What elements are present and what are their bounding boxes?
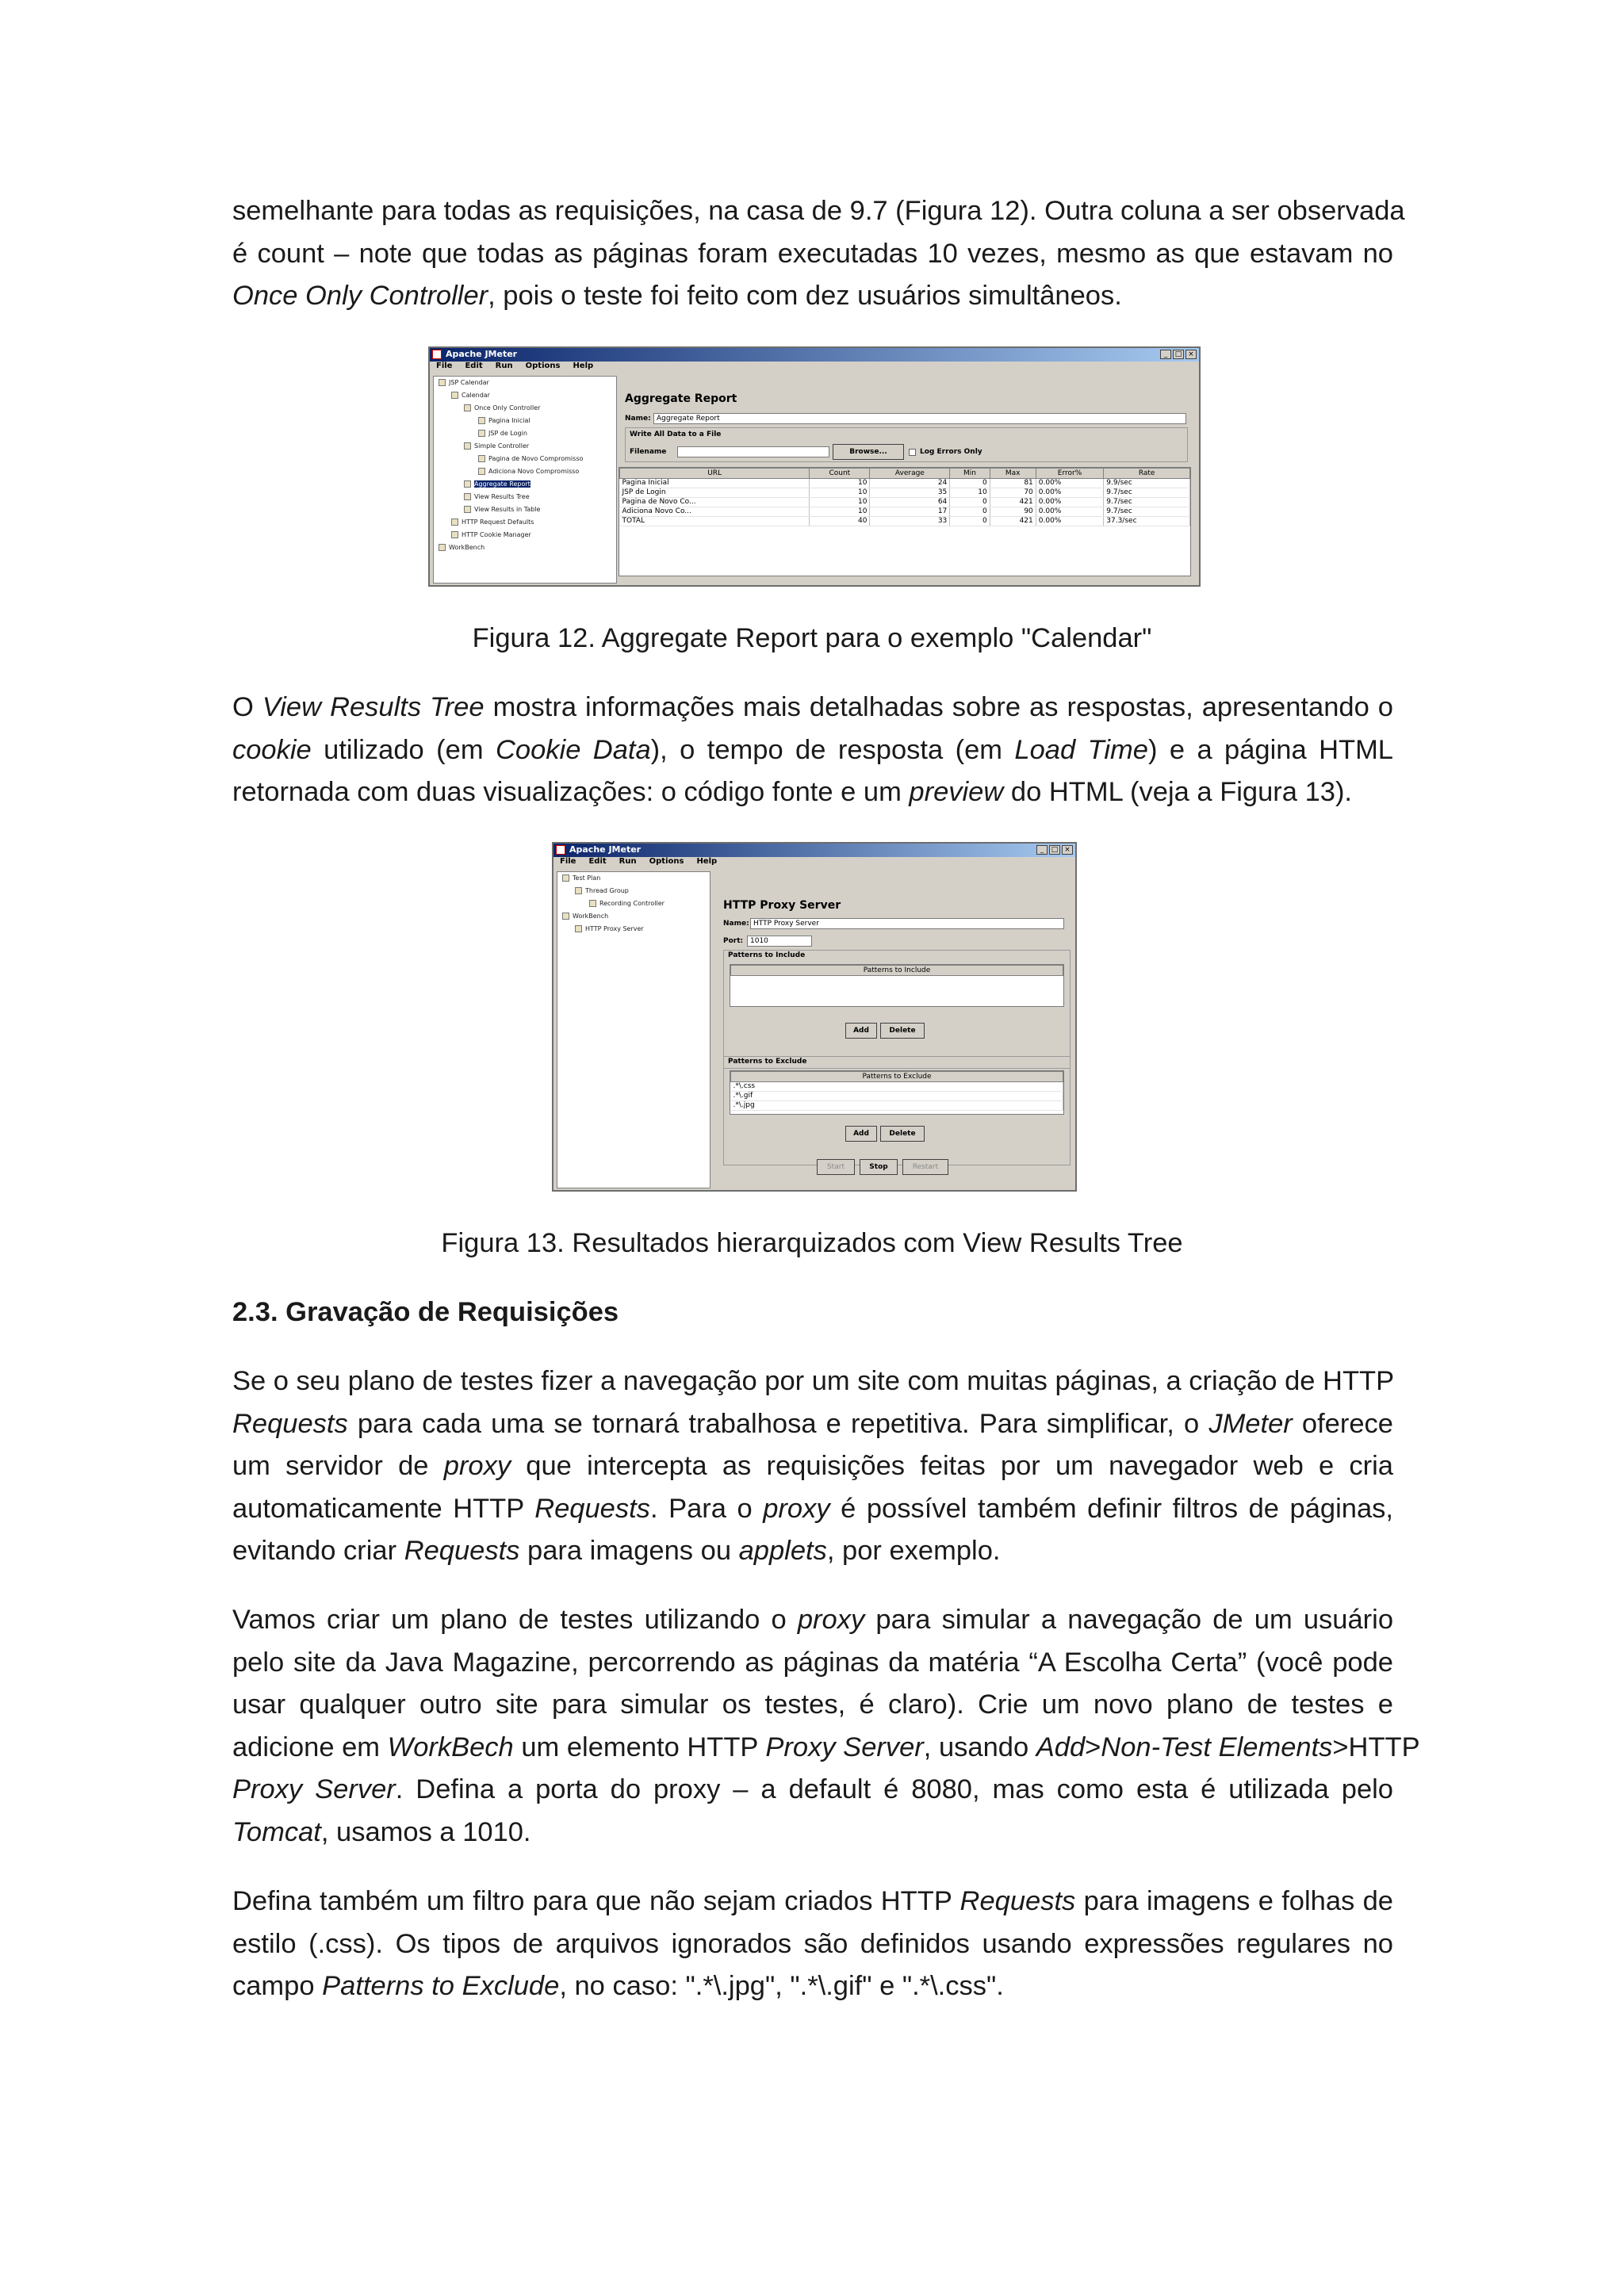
tree-item[interactable]: Adiciona Novo Compromisso (478, 468, 579, 475)
column-header[interactable]: Average (870, 469, 950, 479)
cell: 40 (810, 517, 870, 526)
cell: 10 (810, 488, 870, 498)
tree-item[interactable]: WorkBench (562, 913, 608, 920)
tree-item[interactable]: HTTP Proxy Server (575, 925, 644, 932)
menu-bar (430, 362, 1199, 374)
menu-edit[interactable]: Edit (588, 857, 607, 866)
app-icon (432, 350, 442, 359)
name-field[interactable]: HTTP Proxy Server (750, 918, 1064, 929)
window-controls (1036, 845, 1073, 855)
cell: 10 (810, 498, 870, 507)
table-row[interactable] (620, 488, 1190, 498)
text-line: Tomcat, usamos a 1010. (232, 1816, 531, 1847)
cell: 24 (870, 479, 950, 488)
tree-item[interactable]: Calendar (451, 392, 490, 399)
cell: 0 (950, 479, 990, 488)
controller-icon (464, 442, 471, 450)
exclude-group-label: Patterns to Exclude (728, 1058, 807, 1066)
text-line: Proxy Server. Defina a porta do proxy – a default é 8080, mas como esta é utilizada pelo (232, 1774, 1393, 1804)
delete-button[interactable]: Delete (880, 1126, 925, 1142)
text-line: pelo site da Java Magazine, percorrendo as páginas da matéria “A Escolha Certa” (você pode (232, 1647, 1393, 1678)
restart-button[interactable]: Restart (902, 1159, 948, 1175)
close-icon[interactable]: × (1185, 350, 1197, 359)
cell: 0 (950, 498, 990, 507)
menu-options[interactable]: Options (649, 857, 684, 866)
column-header[interactable]: URL (620, 469, 810, 479)
tree-item[interactable]: JSP de Login (478, 430, 527, 437)
paragraph-5 (232, 1881, 1393, 2008)
listener-icon (464, 480, 471, 488)
column-header[interactable]: Min (950, 469, 990, 479)
cell: .*\.css (731, 1082, 1063, 1092)
cell: 35 (870, 488, 950, 498)
text-line: Vamos criar um plano de testes utilizando o proxy para simular a navegação de um usuário (232, 1605, 1394, 1635)
app-icon (556, 845, 565, 855)
cell: 17 (870, 507, 950, 517)
text-line: adicione em WorkBech um elemento HTTP Proxy Server, usando Add>Non-Test Elements>HTTP (232, 1732, 1420, 1762)
table-row[interactable] (620, 517, 1190, 526)
cell: 10 (810, 507, 870, 517)
log-errors-label: Log Errors Only (920, 448, 982, 456)
config-icon (451, 519, 458, 526)
minimize-icon[interactable]: _ (1036, 845, 1048, 855)
text-line: O View Results Tree mostra informações mais detalhadas sobre as respostas, apresentando o (232, 692, 1393, 722)
panel-title: HTTP Proxy Server (723, 899, 841, 912)
cell: 10 (950, 488, 990, 498)
cell: 0 (950, 517, 990, 526)
figure-12-jmeter-window (428, 346, 1201, 587)
text-line (232, 275, 1393, 318)
cell: 10 (810, 479, 870, 488)
listener-icon (464, 506, 471, 513)
text-line: Defina também um filtro para que não sejam criados HTTP Requests para imagens e folhas de (232, 1886, 1393, 1916)
figure-13-jmeter-window (552, 842, 1077, 1192)
log-errors-checkbox[interactable] (909, 449, 916, 456)
column-header[interactable]: Error% (1036, 469, 1104, 479)
menu-edit[interactable]: Edit (465, 362, 483, 370)
write-to-file-label: Write All Data to a File (630, 430, 722, 438)
text-line: cookie utilizado (em Cookie Data), o tempo de resposta (em Load Time) e a página HTML (232, 734, 1393, 765)
start-button[interactable]: Start (817, 1159, 855, 1175)
title-bar (430, 348, 1199, 362)
thread-group-icon (575, 887, 582, 894)
panel-title: Aggregate Report (625, 392, 737, 405)
config-icon (451, 531, 458, 538)
cell: 81 (990, 479, 1036, 488)
text-line: Se o seu plano de testes fizer a navegação por um site com muitas páginas, a criação de HTTP (232, 1366, 1395, 1396)
table-row[interactable] (620, 498, 1190, 507)
controller-icon (464, 404, 471, 411)
table-row[interactable] (731, 1082, 1063, 1092)
close-icon[interactable]: × (1062, 845, 1073, 855)
cell: 421 (990, 517, 1036, 526)
tree-item[interactable]: Recording Controller (589, 900, 665, 907)
menu-run[interactable]: Run (495, 362, 513, 370)
cell: Adiciona Novo Co... (620, 507, 810, 517)
paragraph-4 (232, 1599, 1420, 1854)
paragraph-3 (232, 1360, 1393, 1573)
cell: 0.00% (1036, 488, 1104, 498)
include-table (730, 964, 1064, 1007)
column-header: Patterns to Include (731, 966, 1063, 976)
text-line: um servidor de proxy que intercepta as requisições feitas por um navegador web e cria (232, 1451, 1393, 1481)
controller-icon (589, 900, 596, 907)
test-plan-icon (562, 874, 569, 882)
sampler-icon (478, 430, 485, 437)
cell: 9.7/sec (1104, 488, 1190, 498)
cell: JSP de Login (620, 488, 810, 498)
minimize-icon[interactable]: _ (1160, 350, 1171, 359)
text-line: Requests para cada uma se tornará trabalhosa e repetitiva. Para simplificar, o JMeter oferece (232, 1408, 1393, 1439)
window-title: Apache JMeter (446, 349, 518, 359)
browse-button[interactable]: Browse... (833, 444, 904, 460)
proxy-icon (575, 925, 582, 932)
table-row[interactable] (620, 507, 1190, 517)
filename-label: Filename (630, 448, 667, 456)
paragraph-1 (232, 190, 1405, 318)
port-label: Port: (723, 937, 744, 945)
listener-icon (464, 493, 471, 500)
aggregate-table (619, 467, 1191, 576)
cell: 9.9/sec (1104, 479, 1190, 488)
name-label: Name: (625, 415, 651, 423)
add-button[interactable]: Add (845, 1023, 877, 1039)
menu-bar (553, 857, 1075, 870)
cell: .*\.jpg (731, 1101, 1063, 1111)
exclude-table (730, 1070, 1064, 1115)
menu-file[interactable]: File (436, 362, 453, 370)
workbench-icon (562, 913, 569, 920)
tree-item-selected[interactable]: Aggregate Report (464, 480, 530, 488)
cell: 9.7/sec (1104, 507, 1190, 517)
column-header[interactable]: Rate (1104, 469, 1190, 479)
column-header[interactable]: Count (810, 469, 870, 479)
column-header[interactable]: Max (990, 469, 1036, 479)
cell: 0.00% (1036, 517, 1104, 526)
figure-13-caption: Figura 13. Resultados hierarquizados com View Results Tree (441, 1228, 1183, 1258)
cell: 0.00% (1036, 498, 1104, 507)
window-title: Apache JMeter (569, 844, 642, 855)
add-button[interactable]: Add (845, 1126, 877, 1142)
cell: TOTAL (620, 517, 810, 526)
text-line: campo Patterns to Exclude, no caso: ".*\.jpg", ".*\.gif" e ".*\.css". (232, 1971, 1004, 2001)
cell: 33 (870, 517, 950, 526)
stop-button[interactable]: Stop (860, 1159, 898, 1175)
title-bar (553, 844, 1075, 857)
table-row[interactable] (731, 1092, 1063, 1101)
name-field[interactable]: Aggregate Report (653, 413, 1186, 424)
sampler-icon (478, 417, 485, 424)
text-line: é count – note que todas as páginas foram executadas 10 vezes, mesmo as que estavam no (232, 238, 1393, 269)
maximize-icon[interactable]: □ (1049, 845, 1060, 855)
text-line: usar qualquer outro site para simular os testes, é claro). Crie um novo plano de testes e (232, 1689, 1393, 1720)
figure-12-caption: Figura 12. Aggregate Report para o exemplo "Calendar" (472, 623, 1152, 653)
table-row[interactable] (620, 479, 1190, 488)
italic-text: Once Only Controller (232, 281, 488, 311)
test-tree (433, 376, 617, 584)
menu-help[interactable]: Help (573, 362, 594, 370)
cell: 70 (990, 488, 1036, 498)
cell: 0 (950, 507, 990, 517)
text: , pois o teste foi feito com dez usuários simultâneos. (488, 281, 1122, 311)
menu-help[interactable]: Help (696, 857, 718, 866)
tree-item[interactable]: Once Only Controller (464, 404, 540, 411)
include-group-label: Patterns to Include (728, 951, 806, 959)
cell: .*\.gif (731, 1092, 1063, 1101)
workbench-icon (439, 544, 446, 551)
cell: Pagina de Novo Co... (620, 498, 810, 507)
tree-item[interactable]: View Results Tree (464, 493, 530, 500)
tree-item[interactable]: Pagina Inicial (478, 417, 530, 424)
section-heading: 2.3. Gravação de Requisições (232, 1297, 619, 1327)
tree-item[interactable]: HTTP Request Defaults (451, 519, 534, 526)
tree-item[interactable]: JSP Calendar (439, 379, 489, 386)
menu-options[interactable]: Options (525, 362, 561, 370)
window-controls (1160, 350, 1197, 359)
tree-item[interactable]: HTTP Cookie Manager (451, 531, 531, 538)
thread-group-icon (451, 392, 458, 399)
column-header: Patterns to Exclude (731, 1072, 1063, 1082)
cell: 0.00% (1036, 507, 1104, 517)
name-label: Name: (723, 920, 749, 928)
cell: 37.3/sec (1104, 517, 1190, 526)
text-line: automaticamente HTTP Requests. Para o proxy é possível também definir filtros de páginas, (232, 1493, 1393, 1524)
maximize-icon[interactable]: □ (1173, 350, 1184, 359)
test-tree (557, 871, 710, 1188)
text-line: semelhante para todas as requisições, na casa de 9.7 (Figura 12). Outra coluna a ser observada (232, 196, 1405, 226)
tree-item[interactable]: Thread Group (575, 887, 629, 894)
cell: Pagina Inicial (620, 479, 810, 488)
delete-button[interactable]: Delete (880, 1023, 925, 1039)
sampler-icon (478, 455, 485, 462)
text-line: retornada com duas visualizações: o código fonte e um preview do HTML (veja a Figura 13). (232, 777, 1353, 807)
cell: 421 (990, 498, 1036, 507)
cell: 90 (990, 507, 1036, 517)
cell: 9.7/sec (1104, 498, 1190, 507)
tree-item[interactable]: Test Plan (562, 874, 600, 882)
menu-run[interactable]: Run (619, 857, 637, 866)
tree-item[interactable]: WorkBench (439, 544, 485, 551)
filename-field[interactable] (677, 446, 829, 457)
text-line: estilo (.css). Os tipos de arquivos ignorados são definidos usando expressões regulares no (232, 1928, 1393, 1959)
cell: 0.00% (1036, 479, 1104, 488)
tree-item[interactable]: Pagina de Novo Compromisso (478, 455, 583, 462)
tree-item[interactable]: View Results in Table (464, 506, 540, 513)
tree-item[interactable]: Simple Controller (464, 442, 529, 450)
text-line: evitando criar Requests para imagens ou applets, por exemplo. (232, 1536, 1001, 1566)
menu-file[interactable]: File (560, 857, 576, 866)
test-plan-icon (439, 379, 446, 386)
cell: 64 (870, 498, 950, 507)
table-row[interactable] (731, 1101, 1063, 1111)
port-field[interactable]: 1010 (747, 936, 812, 947)
paragraph-2 (232, 687, 1393, 814)
sampler-icon (478, 468, 485, 475)
